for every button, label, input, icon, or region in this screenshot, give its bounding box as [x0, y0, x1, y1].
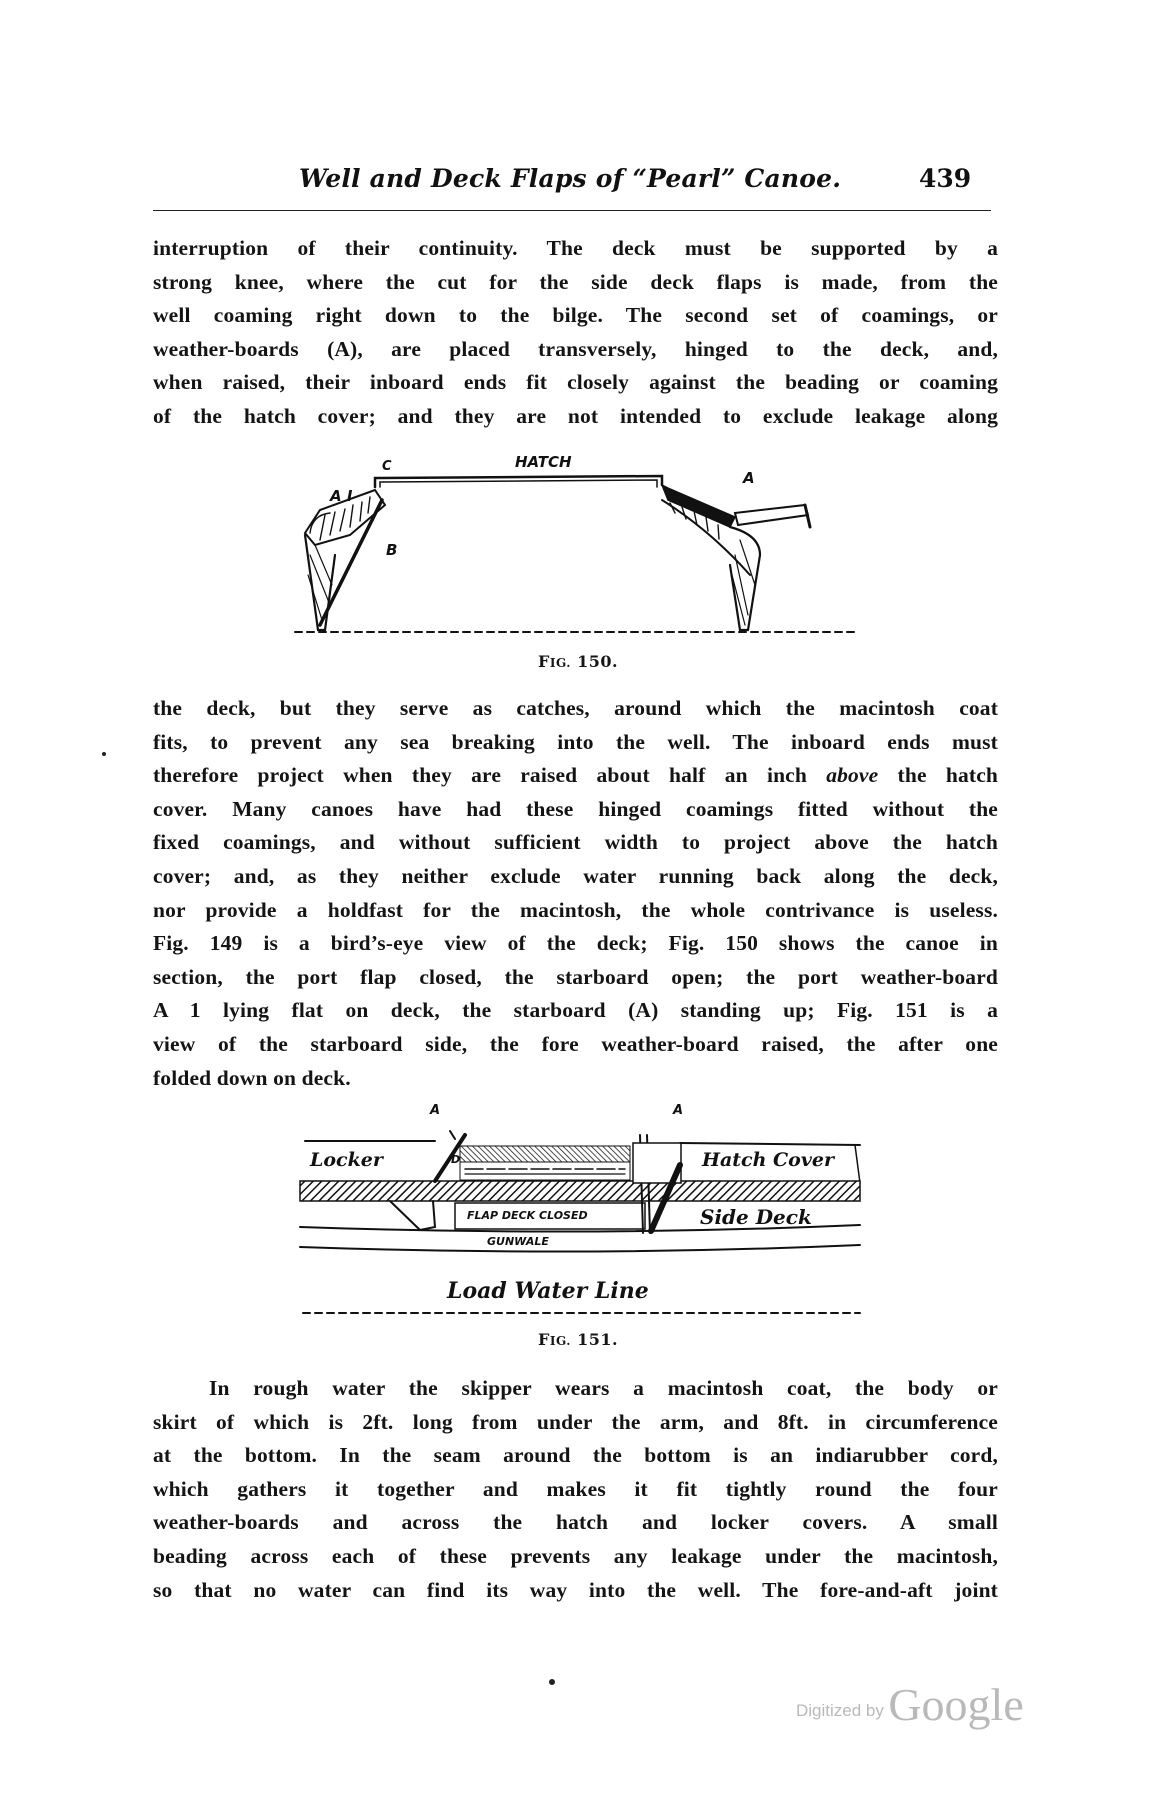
text-line: weather-boards (A), are placed transversely, hinged to the deck, and, [153, 336, 998, 361]
caption-prefix: F [538, 1330, 550, 1349]
watermark-prefix: Digitized by [796, 1701, 884, 1720]
label-a-right: A [673, 1103, 684, 1118]
running-head [153, 160, 993, 200]
text-line: well coaming right down to the bilge. The second set of coamings, or [153, 303, 998, 328]
label-b: B [386, 541, 398, 559]
caption-smallcaps: IG. [549, 656, 571, 670]
text-line: cover; and, as they neither exclude water running back along the deck, [153, 863, 998, 888]
text-line: of the hatch cover; and they are not intended to exclude leakage along [153, 403, 998, 428]
text-line: skirt of which is 2ft. long from under the arm, and 8ft. in circumference [153, 1409, 998, 1434]
text-line: so that no water can find its way into the well. The fore-and-aft joint [153, 1577, 998, 1602]
text-line: strong knee, where the cut for the side deck flaps is made, from the [153, 269, 998, 294]
text-line: Fig. 149 is a bird’s-eye view of the deck; Fig. 150 shows the canoe in [153, 931, 998, 956]
italic-word: above [826, 763, 879, 788]
paragraph-1 [153, 232, 998, 434]
label-gunwale: GUNWALE [487, 1235, 549, 1248]
text-line: interruption of their continuity. The deck must be supported by a [153, 236, 998, 260]
label-c: C [382, 459, 392, 474]
label-a: A [743, 469, 755, 487]
text-line: which gathers it together and makes it fit tightly round the four [153, 1476, 998, 1501]
text-line: fixed coamings, and without sufficient width to project above the hatch [153, 830, 998, 855]
figure-150-caption [538, 652, 618, 671]
figure-151-caption [538, 1330, 618, 1349]
text-line: when raised, their inboard ends fit closely against the beading or coaming [153, 370, 998, 395]
text-line: weather-boards and across the hatch and locker covers. A small [153, 1510, 998, 1535]
label-hatch: HATCH [515, 453, 572, 471]
running-title: Well and Deck Flaps of “Pearl” Canoe. [299, 164, 842, 193]
text-line [153, 759, 998, 793]
text-line: section, the port flap closed, the starboard open; the port weather-board [153, 964, 998, 989]
paragraph-2 [153, 692, 998, 1095]
label-locker: Locker [310, 1149, 383, 1171]
caption-number: 151. [577, 1330, 619, 1349]
text-line: A 1 lying flat on deck, the starboard (A) standing up; Fig. 151 is a [153, 998, 998, 1023]
text-line: cover. Many canoes have had these hinged coamings fitted without the [153, 796, 998, 821]
google-watermark [796, 1678, 1024, 1731]
text-line: the deck, but they serve as catches, around which the macintosh coat [153, 696, 998, 720]
text-span: therefore project when they are raised about half an inch [153, 763, 807, 788]
text-line: beading across each of these prevents any leakage under the macintosh, [153, 1543, 998, 1568]
text-line: folded down on deck. [153, 1065, 351, 1090]
figure-151 [295, 1105, 870, 1320]
page-number: 439 [919, 164, 972, 193]
label-load-water-line: Load Water Line [447, 1278, 649, 1304]
scan-speck [549, 1679, 555, 1685]
caption-number: 150. [577, 652, 619, 671]
label-side-deck: Side Deck [700, 1205, 812, 1229]
caption-smallcaps: IG. [549, 1334, 571, 1348]
text-line: view of the starboard side, the fore weather-board raised, the after one [153, 1031, 998, 1056]
label-a-left: A [430, 1103, 441, 1118]
label-flap-deck-closed: FLAP DECK CLOSED [467, 1209, 588, 1222]
label-hatch-cover: Hatch Cover [702, 1149, 834, 1171]
canoe-section-drawing [290, 445, 870, 645]
scan-speck [102, 752, 106, 756]
text-line: fits, to prevent any sea breaking into the well. The inboard ends must [153, 729, 998, 754]
header-rule [153, 210, 991, 211]
caption-prefix: F [538, 652, 550, 671]
paragraph-3 [153, 1372, 998, 1607]
label-a1: A I [330, 487, 353, 505]
text-line: at the bottom. In the seam around the bottom is an indiarubber cord, [153, 1443, 998, 1468]
figure-150 [290, 445, 870, 645]
text-line: In rough water the skipper wears a macintosh coat, the body or [209, 1376, 998, 1400]
text-line: nor provide a holdfast for the macintosh, the whole contrivance is useless. [153, 897, 998, 922]
text-span: the hatch [897, 763, 998, 788]
watermark-brand: Google [888, 1679, 1024, 1730]
label-d: D [451, 1153, 461, 1166]
